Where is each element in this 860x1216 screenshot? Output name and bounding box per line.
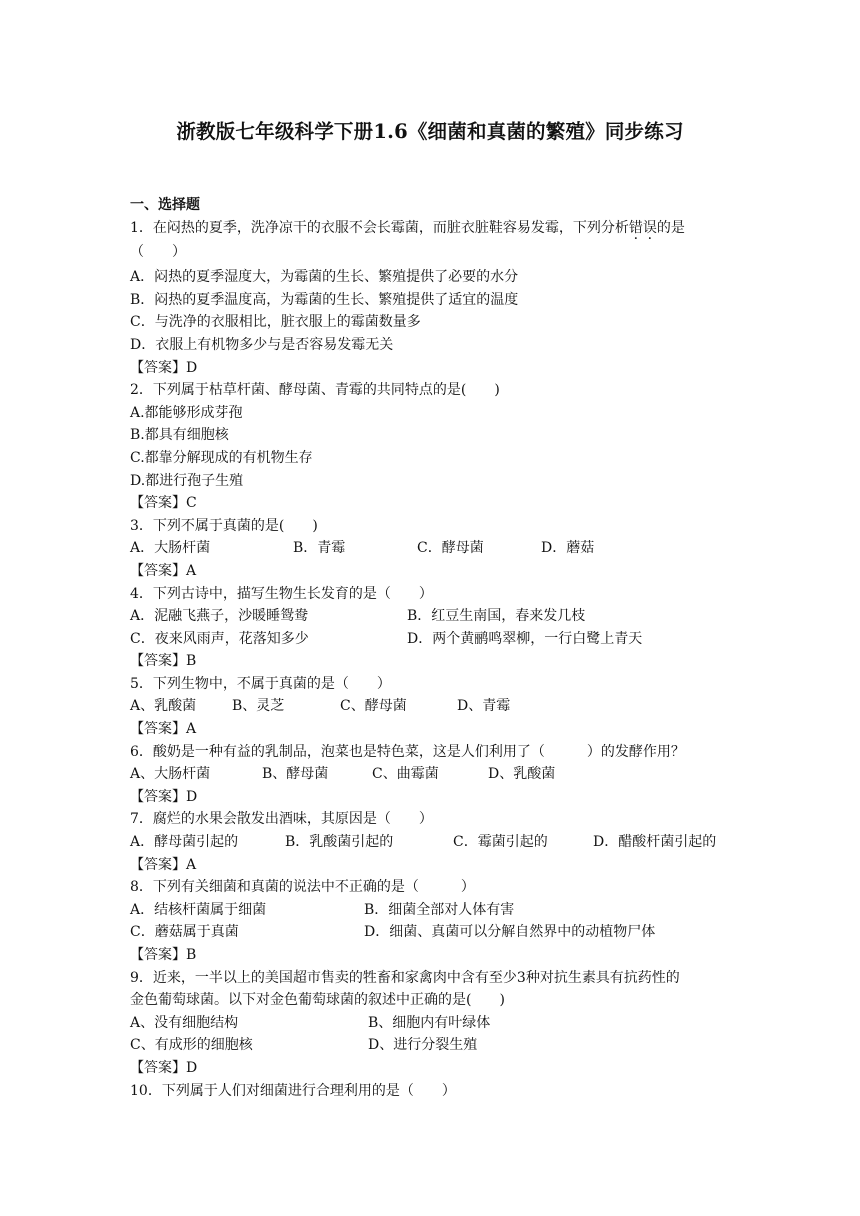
emphasis-char: 误 xyxy=(642,219,657,236)
question-9-option-c: C、有成形的细胞核 xyxy=(130,1037,253,1054)
section-heading: 一、选择题 xyxy=(130,197,200,213)
question-8-option-b: B．细菌全部对人体有害 xyxy=(364,901,515,918)
question-9-option-d: D、进行分裂生殖 xyxy=(368,1037,478,1054)
question-5-option-d: D、青霉 xyxy=(457,698,511,715)
question-1-option-d: D．衣服上有机物多少与是否容易发霉无关 xyxy=(130,336,394,353)
question-9-stem-line2: 金色葡萄球菌。以下对金色葡萄球菌的叙述中正确的是( ) xyxy=(130,992,505,1009)
question-6-answer: 【答案】D xyxy=(130,788,198,805)
emphasis-char: 错 xyxy=(628,219,643,236)
question-3-options xyxy=(130,537,740,560)
question-2-option-a: A.都能够形成芽孢 xyxy=(130,404,243,421)
question-7-option-d: D．醋酸杆菌引起的 xyxy=(593,834,717,851)
question-9-option-b: B、细胞内有叶绿体 xyxy=(368,1014,491,1031)
question-6-options xyxy=(130,763,740,786)
question-6-option-c: C、曲霉菌 xyxy=(372,766,439,783)
question-8-answer: 【答案】B xyxy=(130,947,197,963)
question-2-option-b: B.都具有细胞核 xyxy=(130,427,229,444)
question-9-options-ab xyxy=(130,1012,740,1035)
question-6-option-a: A、大肠杆菌 xyxy=(130,766,211,783)
question-8-option-d: D．细菌、真菌可以分解自然界中的动植物尸体 xyxy=(364,924,656,941)
question-3-option-b: B．青霉 xyxy=(293,540,346,557)
question-8-option-c: C．蘑菇属于真菌 xyxy=(130,924,239,941)
page-title: 浙教版七年级科学下册1.6《细菌和真菌的繁殖》同步练习 xyxy=(176,120,684,143)
question-4-option-c: C．夜来风雨声，花落知多少 xyxy=(130,630,309,647)
question-1-option-c: C．与洗净的衣服相比，脏衣服上的霉菌数量多 xyxy=(130,314,421,331)
question-2-answer: 【答案】C xyxy=(130,495,197,512)
question-7-option-c: C．霉菌引起的 xyxy=(453,834,548,851)
question-7-option-a: A．酵母菌引起的 xyxy=(130,834,239,851)
question-8-option-a: A．结核杆菌属于细菌 xyxy=(130,901,267,918)
question-5-option-b: B、灵芝 xyxy=(232,698,285,715)
question-3-answer: 【答案】A xyxy=(130,562,197,579)
question-6-stem: 6．酸奶是一种有益的乳制品，泡菜也是特色菜，这是人们利用了（ ）的发酵作用？ xyxy=(130,743,685,760)
question-4-answer: 【答案】B xyxy=(130,653,197,670)
question-4-options-cd xyxy=(130,628,740,651)
question-7-options xyxy=(130,831,740,854)
question-7-answer: 【答案】A xyxy=(130,856,197,873)
question-4-options-ab xyxy=(130,605,740,628)
question-1-bracket: （ ） xyxy=(130,244,186,261)
question-9-option-a: A、没有细胞结构 xyxy=(130,1014,239,1031)
question-5-stem: 5．下列生物中，不属于真菌的是（ ） xyxy=(130,675,391,692)
question-9-stem-line1: 9．近来，一半以上的美国超市售卖的牲畜和家禽肉中含有至少3种对抗生素具有抗药性的 xyxy=(130,969,680,986)
question-10-stem: 10．下列属于人们对细菌进行合理利用的是（ ） xyxy=(130,1082,456,1099)
question-9-options-cd xyxy=(130,1034,740,1057)
question-3-stem: 3．下列不属于真菌的是( ) xyxy=(130,517,318,534)
question-5-option-c: C、酵母菌 xyxy=(340,698,407,715)
question-7-stem: 7．腐烂的水果会散发出酒味，其原因是（ ） xyxy=(130,811,433,828)
question-4-option-b: B．红豆生南国，春来发几枝 xyxy=(407,608,586,625)
question-8-options-ab xyxy=(130,899,740,922)
question-1-answer: 【答案】D xyxy=(130,359,198,376)
question-3-option-d: D．蘑菇 xyxy=(541,540,595,557)
question-8-stem: 8．下列有关细菌和真菌的说法中不正确的是（ ） xyxy=(130,879,475,896)
question-2-stem: 2．下列属于枯草杆菌、酵母菌、青霉的共同特点的是( ) xyxy=(130,382,500,399)
question-3-option-c: C．酵母菌 xyxy=(417,540,484,557)
question-3-option-a: A．大肠杆菌 xyxy=(130,540,211,557)
question-1-stem: 1．在闷热的夏季，洗净凉干的衣服不会长霉菌，而脏衣脏鞋容易发霉，下列分析错误的是 xyxy=(130,219,685,236)
question-8-options-cd xyxy=(130,921,740,944)
question-4-option-d: D．两个黄鹂鸣翠柳，一行白鹭上青天 xyxy=(407,630,643,647)
question-5-options xyxy=(130,695,740,718)
question-1-option-b: B．闷热的夏季温度高，为霉菌的生长、繁殖提供了适宜的温度 xyxy=(130,291,519,308)
question-6-option-d: D、乳酸菌 xyxy=(488,766,556,783)
question-list xyxy=(130,194,740,1102)
question-4-option-a: A．泥融飞燕子，沙暖睡鸳鸯 xyxy=(130,608,309,625)
question-1-option-a: A．闷热的夏季湿度大，为霉菌的生长、繁殖提供了必要的水分 xyxy=(130,269,519,286)
question-5-option-a: A、乳酸菌 xyxy=(130,698,197,715)
question-9-answer: 【答案】D xyxy=(130,1059,198,1076)
question-2-option-c: C.都靠分解现成的有机物生存 xyxy=(130,449,313,466)
question-7-option-b: B．乳酸菌引起的 xyxy=(285,834,394,851)
question-6-option-b: B、酵母菌 xyxy=(262,766,329,783)
question-5-answer: 【答案】A xyxy=(130,721,197,738)
question-2-option-d: D.都进行孢子生殖 xyxy=(130,472,244,489)
question-4-stem: 4．下列古诗中，描写生物生长发育的是（ ） xyxy=(130,585,433,602)
